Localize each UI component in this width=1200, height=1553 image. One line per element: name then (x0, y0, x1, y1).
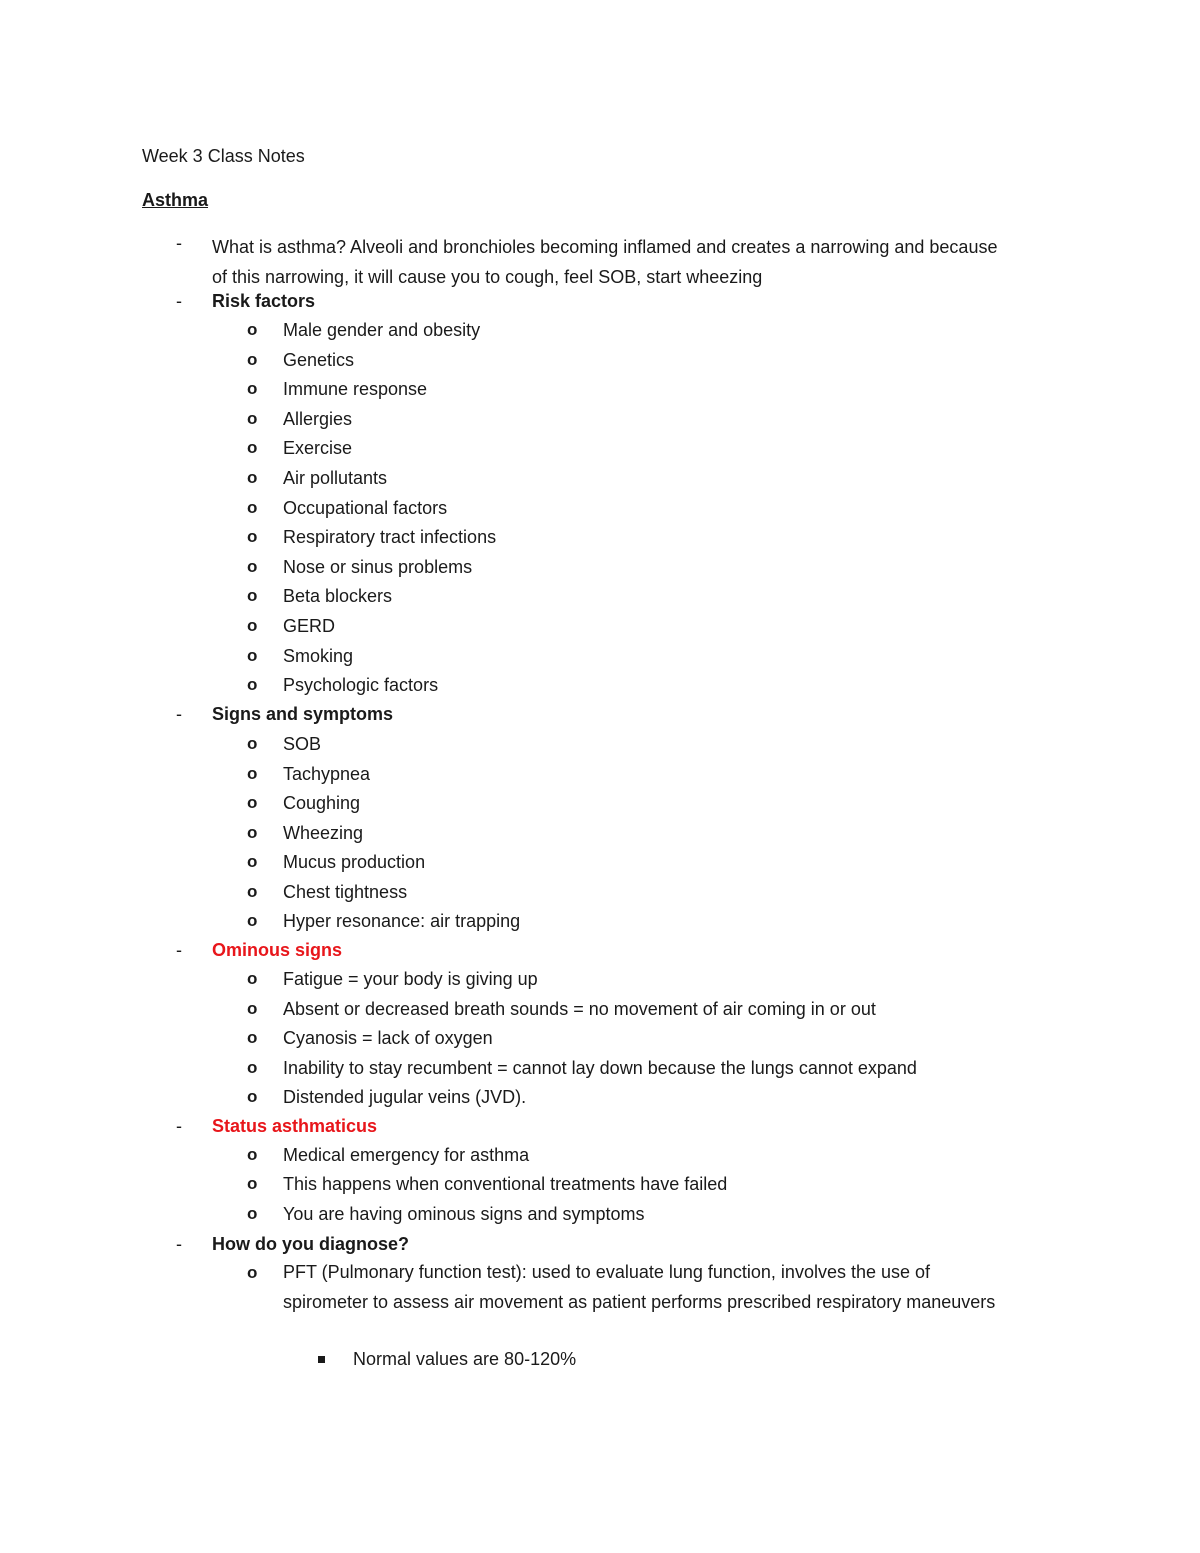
circle-bullet: o (247, 822, 258, 842)
circle-bullet: o (247, 616, 258, 635)
risk-factors-heading: Risk factors (212, 291, 316, 311)
dash-bullet: - (176, 1234, 182, 1254)
ominous-sign-item-text: Distended jugular veins (JVD). (283, 1087, 527, 1107)
ominous-sign-item-text: Absent or decreased breath sounds = no movement of air coming in or out (283, 998, 876, 1019)
circle-bullet: o (247, 556, 258, 576)
sign-symptom-item-text: Chest tightness (283, 881, 408, 902)
risk-factor-item-text: Beta blockers (283, 586, 393, 607)
status-asthmaticus-heading: Status asthmaticus (212, 1116, 378, 1136)
circle-bullet: o (247, 793, 258, 812)
dash-bullet: - (176, 1116, 182, 1136)
ominous-sign-item-text: Cyanosis = lack of oxygen (283, 1028, 493, 1048)
signs-symptoms-heading: Signs and symptoms (212, 704, 394, 724)
dash-bullet: - (176, 233, 182, 253)
dash-bullet: - (176, 291, 182, 311)
circle-bullet: o (247, 1057, 258, 1077)
sign-symptom-item-text: Wheezing (283, 822, 364, 843)
circle-bullet: o (247, 1145, 258, 1164)
circle-bullet: o (247, 408, 258, 428)
document-title: Week 3 Class Notes (142, 146, 305, 166)
risk-factor-item-text: Respiratory tract infections (283, 527, 497, 548)
circle-bullet: o (247, 645, 258, 665)
risk-factor-item-text: Male gender and obesity (283, 320, 481, 340)
section-title-asthma: Asthma (142, 190, 209, 210)
circle-bullet: o (247, 911, 258, 930)
square-bullet (318, 1356, 325, 1363)
circle-bullet: o (247, 675, 258, 695)
circle-bullet: o (247, 527, 258, 547)
circle-bullet: o (247, 320, 258, 339)
circle-bullet: o (247, 881, 258, 901)
sign-symptom-item-text: Hyper resonance: air trapping (283, 911, 521, 931)
ominous-sign-item-text: Inability to stay recumbent = cannot lay down because the lungs cannot expand (283, 1057, 917, 1078)
circle-bullet: o (247, 1087, 258, 1106)
risk-factor-item-text: Exercise (283, 438, 353, 459)
circle-bullet: o (247, 349, 258, 369)
circle-bullet: o (247, 1028, 258, 1047)
ominous-sign-item-text: Fatigue = your body is giving up (283, 969, 538, 989)
risk-factor-item-text: Immune response (283, 379, 428, 400)
status-asthmaticus-item-text: You are having ominous signs and symptoms (283, 1203, 645, 1224)
normal-values-text: Normal values are 80-120% (353, 1349, 577, 1369)
sign-symptom-item-text: Coughing (283, 793, 361, 813)
sign-symptom-item-text: SOB (283, 734, 322, 754)
risk-factor-item-text: Occupational factors (283, 497, 448, 518)
risk-factor-item-text: Psychologic factors (283, 675, 439, 696)
pft-text: PFT (Pulmonary function test): used to evaluate lung function, involves the use of spirometer to assess air movement as patient performs prescribed respiratory maneuvers (283, 1262, 996, 1312)
circle-bullet: o (247, 1174, 258, 1194)
diagnose-heading: How do you diagnose? (212, 1234, 409, 1254)
circle-bullet: o (247, 763, 258, 783)
sign-symptom-item-text: Tachypnea (283, 763, 371, 784)
sign-symptom-item-text: Mucus production (283, 852, 426, 872)
status-asthmaticus-item-text: Medical emergency for asthma (283, 1145, 530, 1165)
circle-bullet: o (247, 969, 258, 988)
circle-bullet: o (247, 379, 258, 399)
what-is-asthma-text: What is asthma? Alveoli and bronchioles becoming inflamed and creates a narrowing and because of this narrowing, it will cause you to cough, feel SOB, start wheezing (212, 237, 998, 287)
circle-bullet: o (247, 1203, 258, 1223)
circle-bullet: o (247, 1263, 258, 1282)
status-asthmaticus-item-text: This happens when conventional treatments have failed (283, 1174, 728, 1195)
circle-bullet: o (247, 998, 258, 1018)
circle-bullet: o (247, 586, 258, 606)
ominous-signs-heading: Ominous signs (212, 940, 343, 960)
risk-factor-item-text: Allergies (283, 408, 353, 429)
circle-bullet: o (247, 438, 258, 458)
risk-factor-item-text: Smoking (283, 645, 354, 666)
circle-bullet: o (247, 497, 258, 517)
dash-bullet: - (176, 940, 182, 960)
risk-factor-item-text: Air pollutants (283, 468, 388, 488)
dash-bullet: - (176, 704, 182, 724)
risk-factor-item-text: Genetics (283, 349, 355, 370)
circle-bullet: o (247, 852, 258, 871)
circle-bullet: o (247, 468, 258, 487)
risk-factor-item-text: Nose or sinus problems (283, 556, 473, 577)
risk-factor-item-text: GERD (283, 616, 336, 636)
circle-bullet: o (247, 734, 258, 753)
